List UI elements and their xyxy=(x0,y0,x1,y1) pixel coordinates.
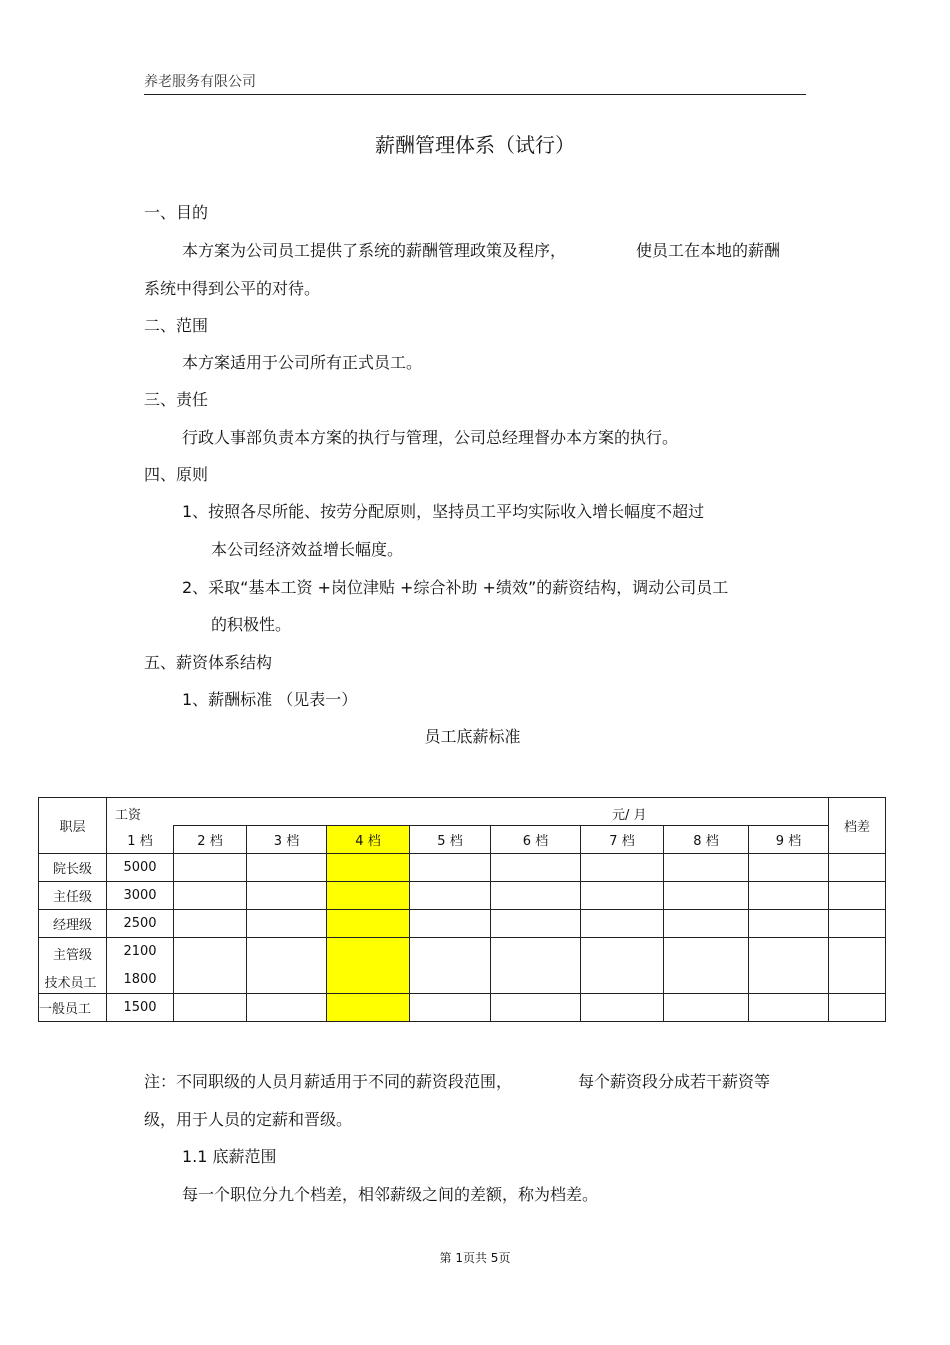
empty-cell xyxy=(664,938,749,994)
table-row xyxy=(39,910,886,938)
empty-cell xyxy=(174,994,247,1022)
principle-item-1b: 本公司经济效益增长幅度。 xyxy=(211,540,404,559)
grade-header: 1 档 xyxy=(107,826,174,854)
table-header-row-2 xyxy=(39,826,886,854)
purpose-text-1a: 本方案为公司员工提供了系统的薪酬管理政策及程序， xyxy=(182,241,567,260)
principle-item-2a: 2、采取“基本工资 +岗位津贴 +综合补助 +绩效”的薪资结构，调动公司员工 xyxy=(182,578,729,597)
header-wage: 工资 xyxy=(115,808,142,823)
empty-cell xyxy=(749,854,829,882)
header-company: 养老服务有限公司 xyxy=(144,74,256,90)
empty-cell xyxy=(581,854,664,882)
header-diff: 档差 xyxy=(829,798,886,854)
row-grade-1: 5000 xyxy=(107,854,174,882)
grade-header-highlighted: 4 档 xyxy=(327,826,410,854)
empty-cell xyxy=(247,882,327,910)
heading-purpose: 一、目的 xyxy=(144,203,209,222)
scope-text: 本方案适用于公司所有正式员工。 xyxy=(182,353,423,372)
document-title: 薪酬管理体系（试行） xyxy=(375,133,575,157)
empty-cell xyxy=(664,882,749,910)
highlight-cell xyxy=(327,910,410,938)
empty-cell xyxy=(174,910,247,938)
empty-cell xyxy=(749,938,829,994)
empty-cell xyxy=(247,938,327,994)
heading-principle: 四、原则 xyxy=(144,465,209,484)
row-grade-1: 1500 xyxy=(107,994,174,1022)
row-grade-1-merged xyxy=(107,938,174,994)
empty-cell xyxy=(749,910,829,938)
grade-header: 3 档 xyxy=(247,826,327,854)
empty-cell xyxy=(491,994,581,1022)
empty-cell xyxy=(491,882,581,910)
table-row xyxy=(39,994,886,1022)
highlight-cell xyxy=(327,994,410,1022)
empty-cell xyxy=(174,938,247,994)
sub-heading-base-salary: 1.1 底薪范围 xyxy=(182,1147,277,1166)
empty-cell xyxy=(410,994,491,1022)
row-grade-1: 2500 xyxy=(107,910,174,938)
empty-cell xyxy=(749,994,829,1022)
row-grade-1: 1800 xyxy=(123,972,157,987)
row-grade-1: 2100 xyxy=(123,944,157,959)
page-footer: 第 1页共 5页 xyxy=(439,1251,511,1265)
empty-cell xyxy=(491,910,581,938)
empty-cell xyxy=(410,910,491,938)
row-rank: 院长级 xyxy=(39,854,107,882)
grade-header: 5 档 xyxy=(410,826,491,854)
table-caption: 员工底薪标准 xyxy=(424,727,521,746)
header-rule xyxy=(144,94,806,95)
row-rank: 技术员工 xyxy=(44,976,97,991)
row-rank: 经理级 xyxy=(39,910,107,938)
table-header-row-1 xyxy=(39,798,886,826)
empty-cell xyxy=(174,854,247,882)
note-text-b: 每个薪资段分成若干薪资等 xyxy=(578,1072,771,1091)
empty-cell xyxy=(664,994,749,1022)
empty-cell xyxy=(247,854,327,882)
heading-structure: 五、薪资体系结构 xyxy=(144,653,273,672)
empty-cell xyxy=(581,882,664,910)
row-rank-merged xyxy=(39,938,107,994)
empty-cell xyxy=(829,882,886,910)
empty-cell xyxy=(174,882,247,910)
empty-cell xyxy=(829,854,886,882)
purpose-text-2: 系统中得到公平的对待。 xyxy=(144,279,321,298)
note-text-c: 级，用于人员的定薪和晋级。 xyxy=(144,1110,353,1129)
note-text-a: 注：不同职级的人员月薪适用于不同的薪资段范围， xyxy=(144,1072,513,1091)
highlight-cell xyxy=(327,882,410,910)
grade-header: 9 档 xyxy=(749,826,829,854)
empty-cell xyxy=(829,938,886,994)
empty-cell xyxy=(829,994,886,1022)
table-row-merged xyxy=(39,938,886,994)
base-salary-text: 每一个职位分九个档差，相邻薪级之间的差额，称为档差。 xyxy=(182,1185,599,1204)
empty-cell xyxy=(749,882,829,910)
grade-header: 8 档 xyxy=(664,826,749,854)
purpose-text-1b: 使员工在本地的薪酬 xyxy=(636,241,781,260)
duty-text: 行政人事部负责本方案的执行与管理，公司总经理督办本方案的执行。 xyxy=(182,428,679,447)
empty-cell xyxy=(581,938,664,994)
empty-cell xyxy=(829,910,886,938)
row-grade-1: 3000 xyxy=(107,882,174,910)
row-rank: 一般员工 xyxy=(39,994,107,1022)
header-rank: 职层 xyxy=(39,798,107,854)
grade-header: 2 档 xyxy=(174,826,247,854)
empty-cell xyxy=(664,854,749,882)
empty-cell xyxy=(410,854,491,882)
principle-item-2b: 的积极性。 xyxy=(211,615,292,634)
empty-cell xyxy=(491,938,581,994)
salary-table xyxy=(38,797,886,1022)
principle-item-1a: 1、按照各尽所能、按劳分配原则，坚持员工平均实际收入增长幅度不超过 xyxy=(182,502,705,521)
empty-cell xyxy=(491,854,581,882)
empty-cell xyxy=(581,910,664,938)
header-wage-group xyxy=(107,798,829,826)
table-row xyxy=(39,854,886,882)
highlight-cell xyxy=(327,938,410,994)
table-row xyxy=(39,882,886,910)
empty-cell xyxy=(247,910,327,938)
grade-header: 7 档 xyxy=(581,826,664,854)
empty-cell xyxy=(410,938,491,994)
empty-cell xyxy=(410,882,491,910)
empty-cell xyxy=(581,994,664,1022)
empty-cell xyxy=(664,910,749,938)
heading-duty: 三、责任 xyxy=(144,390,209,409)
header-unit: 元/ 月 xyxy=(612,808,647,823)
heading-scope: 二、范围 xyxy=(144,316,209,335)
row-rank: 主任级 xyxy=(39,882,107,910)
grade-header: 6 档 xyxy=(491,826,581,854)
highlight-cell xyxy=(327,854,410,882)
empty-cell xyxy=(247,994,327,1022)
row-rank: 主管级 xyxy=(52,948,92,963)
structure-sub-1: 1、薪酬标准 （见表一） xyxy=(182,690,358,709)
